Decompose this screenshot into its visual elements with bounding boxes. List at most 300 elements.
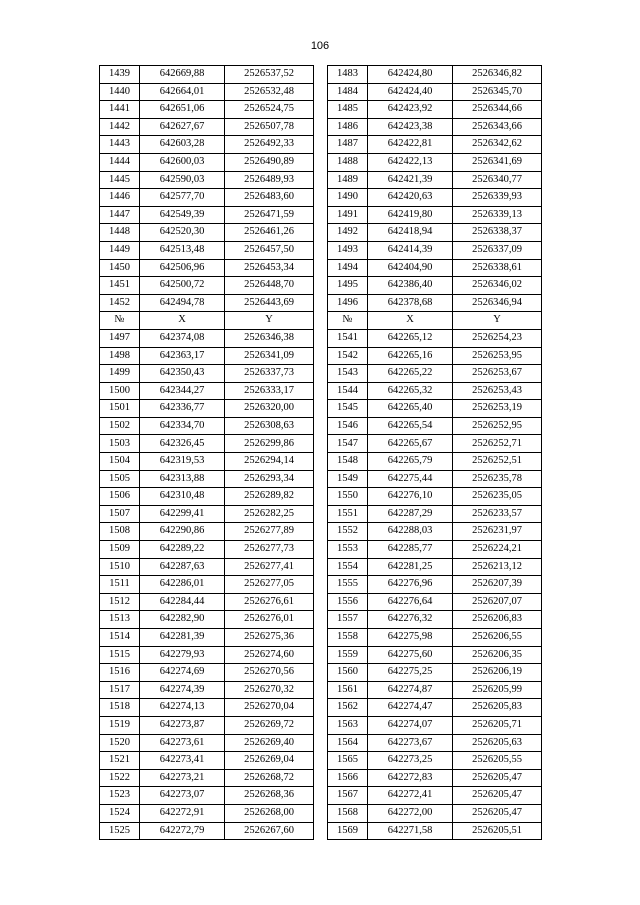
y-coordinate-cell: 2526270,32 bbox=[225, 681, 314, 699]
table-body bbox=[100, 66, 542, 840]
x-coordinate-cell: 642669,88 bbox=[140, 66, 225, 84]
point-number-cell: 1498 bbox=[100, 347, 140, 365]
x-coordinate-cell: 642422,13 bbox=[368, 153, 453, 171]
x-coordinate-cell: 642549,39 bbox=[140, 206, 225, 224]
x-coordinate-cell: 642414,39 bbox=[368, 241, 453, 259]
y-coordinate-cell: 2526268,36 bbox=[225, 787, 314, 805]
y-coordinate-cell: 2526205,47 bbox=[453, 804, 542, 822]
y-coordinate-cell: 2526206,83 bbox=[453, 611, 542, 629]
x-coordinate-cell: 642273,61 bbox=[140, 734, 225, 752]
point-number-cell: 1492 bbox=[328, 224, 368, 242]
column-gap bbox=[314, 664, 328, 682]
point-number-cell: 1447 bbox=[100, 206, 140, 224]
column-gap bbox=[314, 277, 328, 295]
y-coordinate-cell: 2526276,01 bbox=[225, 611, 314, 629]
point-number-cell: 1439 bbox=[100, 66, 140, 84]
x-coordinate-cell: 642299,41 bbox=[140, 505, 225, 523]
table-row bbox=[100, 505, 542, 523]
column-gap bbox=[314, 699, 328, 717]
column-gap bbox=[314, 101, 328, 119]
y-coordinate-cell: 2526457,50 bbox=[225, 241, 314, 259]
point-number-cell: 1548 bbox=[328, 453, 368, 471]
y-coordinate-cell: 2526346,02 bbox=[453, 277, 542, 295]
y-coordinate-cell: 2526274,60 bbox=[225, 646, 314, 664]
point-number-cell: 1440 bbox=[100, 83, 140, 101]
point-number-cell: 1543 bbox=[328, 365, 368, 383]
point-number-cell: 1522 bbox=[100, 769, 140, 787]
x-coordinate-cell: 642590,03 bbox=[140, 171, 225, 189]
x-coordinate-cell: 642265,40 bbox=[368, 400, 453, 418]
point-number-cell: 1502 bbox=[100, 417, 140, 435]
x-coordinate-cell: 642286,01 bbox=[140, 576, 225, 594]
table-row bbox=[100, 347, 542, 365]
x-coordinate-cell: 642265,79 bbox=[368, 453, 453, 471]
x-coordinate-cell: 642274,13 bbox=[140, 699, 225, 717]
y-coordinate-cell: 2526253,43 bbox=[453, 382, 542, 400]
point-number-cell: 1443 bbox=[100, 136, 140, 154]
x-coordinate-cell: 642275,98 bbox=[368, 629, 453, 647]
x-coordinate-cell: 642422,81 bbox=[368, 136, 453, 154]
y-coordinate-cell: 2526299,86 bbox=[225, 435, 314, 453]
y-coordinate-cell: 2526524,75 bbox=[225, 101, 314, 119]
table-row bbox=[100, 558, 542, 576]
point-number-cell: 1554 bbox=[328, 558, 368, 576]
point-number-cell: 1445 bbox=[100, 171, 140, 189]
y-coordinate-cell: 2526205,63 bbox=[453, 734, 542, 752]
x-coordinate-cell: 642506,96 bbox=[140, 259, 225, 277]
y-coordinate-cell: 2526270,04 bbox=[225, 699, 314, 717]
y-coordinate-cell: 2526206,19 bbox=[453, 664, 542, 682]
point-number-cell: 1490 bbox=[328, 189, 368, 207]
x-coordinate-cell: 642274,39 bbox=[140, 681, 225, 699]
y-coordinate-cell: 2526341,09 bbox=[225, 347, 314, 365]
point-number-cell: 1511 bbox=[100, 576, 140, 594]
x-coordinate-cell: 642386,40 bbox=[368, 277, 453, 295]
point-number-cell: 1524 bbox=[100, 804, 140, 822]
table-row bbox=[100, 488, 542, 506]
point-number-cell: 1494 bbox=[328, 259, 368, 277]
y-coordinate-cell: 2526277,73 bbox=[225, 541, 314, 559]
table-row bbox=[100, 382, 542, 400]
table-row bbox=[100, 822, 542, 840]
x-coordinate-cell: 642265,16 bbox=[368, 347, 453, 365]
x-coordinate-cell: 642500,72 bbox=[140, 277, 225, 295]
point-number-cell: 1556 bbox=[328, 593, 368, 611]
y-coordinate-cell: 2526231,97 bbox=[453, 523, 542, 541]
point-number-cell: 1444 bbox=[100, 153, 140, 171]
x-coordinate-cell: 642494,78 bbox=[140, 294, 225, 312]
point-number-cell: 1544 bbox=[328, 382, 368, 400]
y-coordinate-cell: 2526206,35 bbox=[453, 646, 542, 664]
y-coordinate-cell: 2526346,82 bbox=[453, 66, 542, 84]
y-coordinate-cell: 2526346,94 bbox=[453, 294, 542, 312]
point-number-cell: 1449 bbox=[100, 241, 140, 259]
table-row bbox=[100, 136, 542, 154]
x-coordinate-cell: 642319,53 bbox=[140, 453, 225, 471]
x-coordinate-cell: 642627,67 bbox=[140, 118, 225, 136]
point-number-cell: 1448 bbox=[100, 224, 140, 242]
point-number-cell: 1553 bbox=[328, 541, 368, 559]
x-coordinate-cell: 642290,86 bbox=[140, 523, 225, 541]
table-row bbox=[100, 66, 542, 84]
column-gap bbox=[314, 470, 328, 488]
x-coordinate-cell: 642350,43 bbox=[140, 365, 225, 383]
column-gap bbox=[314, 365, 328, 383]
y-coordinate-cell: 2526268,00 bbox=[225, 804, 314, 822]
x-coordinate-cell: 642513,48 bbox=[140, 241, 225, 259]
y-coordinate-cell: 2526453,34 bbox=[225, 259, 314, 277]
point-number-cell: 1503 bbox=[100, 435, 140, 453]
y-coordinate-cell: 2526339,93 bbox=[453, 189, 542, 207]
column-gap bbox=[314, 505, 328, 523]
point-number-cell: 1446 bbox=[100, 189, 140, 207]
column-gap bbox=[314, 576, 328, 594]
point-number-cell: 1484 bbox=[328, 83, 368, 101]
y-coordinate-cell: 2526344,66 bbox=[453, 101, 542, 119]
x-coordinate-cell: 642271,58 bbox=[368, 822, 453, 840]
y-coordinate-cell: 2526537,52 bbox=[225, 66, 314, 84]
column-gap bbox=[314, 646, 328, 664]
point-number-cell: 1483 bbox=[328, 66, 368, 84]
point-number-cell: 1508 bbox=[100, 523, 140, 541]
table-row bbox=[100, 453, 542, 471]
x-coordinate-cell: 642273,21 bbox=[140, 769, 225, 787]
point-number-cell: 1547 bbox=[328, 435, 368, 453]
point-number-cell: 1557 bbox=[328, 611, 368, 629]
x-coordinate-cell: 642275,25 bbox=[368, 664, 453, 682]
point-number-cell: 1521 bbox=[100, 752, 140, 770]
column-gap bbox=[314, 417, 328, 435]
x-coordinate-cell: 642374,08 bbox=[140, 329, 225, 347]
column-gap bbox=[314, 206, 328, 224]
table-row bbox=[100, 400, 542, 418]
point-number-cell: 1441 bbox=[100, 101, 140, 119]
x-coordinate-cell: 642336,77 bbox=[140, 400, 225, 418]
y-coordinate-cell: 2526268,72 bbox=[225, 769, 314, 787]
table-row bbox=[100, 752, 542, 770]
y-coordinate-cell: 2526254,23 bbox=[453, 329, 542, 347]
y-coordinate-cell: 2526492,33 bbox=[225, 136, 314, 154]
table-row bbox=[100, 716, 542, 734]
point-number-cell: 1550 bbox=[328, 488, 368, 506]
x-coordinate-cell: 642603,28 bbox=[140, 136, 225, 154]
x-coordinate-cell: 642423,92 bbox=[368, 101, 453, 119]
column-gap bbox=[314, 382, 328, 400]
column-gap bbox=[314, 118, 328, 136]
x-coordinate-cell: 642274,69 bbox=[140, 664, 225, 682]
point-number-cell: 1563 bbox=[328, 716, 368, 734]
table-row bbox=[100, 224, 542, 242]
y-coordinate-cell: 2526235,78 bbox=[453, 470, 542, 488]
column-gap bbox=[314, 329, 328, 347]
point-number-cell: 1518 bbox=[100, 699, 140, 717]
x-coordinate-cell: 642421,39 bbox=[368, 171, 453, 189]
point-number-cell: 1506 bbox=[100, 488, 140, 506]
x-coordinate-cell: 642424,80 bbox=[368, 66, 453, 84]
header-number: № bbox=[100, 312, 140, 330]
table-row bbox=[100, 101, 542, 119]
column-gap bbox=[314, 734, 328, 752]
x-coordinate-cell: 642272,00 bbox=[368, 804, 453, 822]
column-gap bbox=[314, 136, 328, 154]
point-number-cell: 1452 bbox=[100, 294, 140, 312]
x-coordinate-cell: 642285,77 bbox=[368, 541, 453, 559]
point-number-cell: 1507 bbox=[100, 505, 140, 523]
point-number-cell: 1546 bbox=[328, 417, 368, 435]
y-coordinate-cell: 2526270,56 bbox=[225, 664, 314, 682]
column-gap bbox=[314, 259, 328, 277]
x-coordinate-cell: 642651,06 bbox=[140, 101, 225, 119]
x-coordinate-cell: 642334,70 bbox=[140, 417, 225, 435]
y-coordinate-cell: 2526337,73 bbox=[225, 365, 314, 383]
table-row bbox=[100, 470, 542, 488]
x-coordinate-cell: 642274,87 bbox=[368, 681, 453, 699]
column-gap bbox=[314, 716, 328, 734]
point-number-cell: 1505 bbox=[100, 470, 140, 488]
x-coordinate-cell: 642418,94 bbox=[368, 224, 453, 242]
y-coordinate-cell: 2526342,62 bbox=[453, 136, 542, 154]
point-number-cell: 1568 bbox=[328, 804, 368, 822]
y-coordinate-cell: 2526277,89 bbox=[225, 523, 314, 541]
column-gap bbox=[314, 822, 328, 840]
table-row bbox=[100, 417, 542, 435]
point-number-cell: 1515 bbox=[100, 646, 140, 664]
point-number-cell: 1545 bbox=[328, 400, 368, 418]
point-number-cell: 1523 bbox=[100, 787, 140, 805]
point-number-cell: 1517 bbox=[100, 681, 140, 699]
x-coordinate-cell: 642265,12 bbox=[368, 329, 453, 347]
x-coordinate-cell: 642273,41 bbox=[140, 752, 225, 770]
y-coordinate-cell: 2526277,05 bbox=[225, 576, 314, 594]
x-coordinate-cell: 642424,40 bbox=[368, 83, 453, 101]
x-coordinate-cell: 642404,90 bbox=[368, 259, 453, 277]
x-coordinate-cell: 642378,68 bbox=[368, 294, 453, 312]
column-gap bbox=[314, 66, 328, 84]
y-coordinate-cell: 2526289,82 bbox=[225, 488, 314, 506]
y-coordinate-cell: 2526483,60 bbox=[225, 189, 314, 207]
x-coordinate-cell: 642279,93 bbox=[140, 646, 225, 664]
x-coordinate-cell: 642265,22 bbox=[368, 365, 453, 383]
y-coordinate-cell: 2526269,72 bbox=[225, 716, 314, 734]
x-coordinate-cell: 642520,30 bbox=[140, 224, 225, 242]
y-coordinate-cell: 2526338,61 bbox=[453, 259, 542, 277]
y-coordinate-cell: 2526206,55 bbox=[453, 629, 542, 647]
y-coordinate-cell: 2526253,67 bbox=[453, 365, 542, 383]
x-coordinate-cell: 642274,47 bbox=[368, 699, 453, 717]
y-coordinate-cell: 2526233,57 bbox=[453, 505, 542, 523]
x-coordinate-cell: 642281,39 bbox=[140, 629, 225, 647]
y-coordinate-cell: 2526490,89 bbox=[225, 153, 314, 171]
x-coordinate-cell: 642275,60 bbox=[368, 646, 453, 664]
column-gap bbox=[314, 83, 328, 101]
x-coordinate-cell: 642265,32 bbox=[368, 382, 453, 400]
table-row bbox=[100, 611, 542, 629]
x-coordinate-cell: 642577,70 bbox=[140, 189, 225, 207]
point-number-cell: 1486 bbox=[328, 118, 368, 136]
y-coordinate-cell: 2526205,99 bbox=[453, 681, 542, 699]
column-gap bbox=[314, 224, 328, 242]
y-coordinate-cell: 2526320,00 bbox=[225, 400, 314, 418]
point-number-cell: 1519 bbox=[100, 716, 140, 734]
table-row bbox=[100, 541, 542, 559]
column-gap bbox=[314, 347, 328, 365]
y-coordinate-cell: 2526205,47 bbox=[453, 769, 542, 787]
column-gap bbox=[314, 153, 328, 171]
x-coordinate-cell: 642273,87 bbox=[140, 716, 225, 734]
x-coordinate-cell: 642284,44 bbox=[140, 593, 225, 611]
y-coordinate-cell: 2526253,19 bbox=[453, 400, 542, 418]
header-x: X bbox=[140, 312, 225, 330]
table-row bbox=[100, 734, 542, 752]
y-coordinate-cell: 2526207,39 bbox=[453, 576, 542, 594]
column-gap bbox=[314, 629, 328, 647]
y-coordinate-cell: 2526293,34 bbox=[225, 470, 314, 488]
point-number-cell: 1487 bbox=[328, 136, 368, 154]
x-coordinate-cell: 642344,27 bbox=[140, 382, 225, 400]
table-row bbox=[100, 153, 542, 171]
y-coordinate-cell: 2526205,47 bbox=[453, 787, 542, 805]
x-coordinate-cell: 642600,03 bbox=[140, 153, 225, 171]
point-number-cell: 1485 bbox=[328, 101, 368, 119]
point-number-cell: 1559 bbox=[328, 646, 368, 664]
x-coordinate-cell: 642289,22 bbox=[140, 541, 225, 559]
table-row bbox=[100, 241, 542, 259]
x-coordinate-cell: 642664,01 bbox=[140, 83, 225, 101]
column-gap bbox=[314, 558, 328, 576]
y-coordinate-cell: 2526294,14 bbox=[225, 453, 314, 471]
y-coordinate-cell: 2526224,21 bbox=[453, 541, 542, 559]
x-coordinate-cell: 642273,25 bbox=[368, 752, 453, 770]
point-number-cell: 1450 bbox=[100, 259, 140, 277]
y-coordinate-cell: 2526343,66 bbox=[453, 118, 542, 136]
coordinates-table bbox=[99, 65, 542, 840]
y-coordinate-cell: 2526277,41 bbox=[225, 558, 314, 576]
y-coordinate-cell: 2526252,95 bbox=[453, 417, 542, 435]
table-row bbox=[100, 576, 542, 594]
point-number-cell: 1500 bbox=[100, 382, 140, 400]
column-gap bbox=[314, 787, 328, 805]
y-coordinate-cell: 2526532,48 bbox=[225, 83, 314, 101]
point-number-cell: 1565 bbox=[328, 752, 368, 770]
table-row bbox=[100, 769, 542, 787]
column-gap bbox=[314, 523, 328, 541]
x-coordinate-cell: 642287,29 bbox=[368, 505, 453, 523]
y-coordinate-cell: 2526507,78 bbox=[225, 118, 314, 136]
y-coordinate-cell: 2526252,71 bbox=[453, 435, 542, 453]
header-row bbox=[100, 312, 542, 330]
x-coordinate-cell: 642363,17 bbox=[140, 347, 225, 365]
y-coordinate-cell: 2526253,95 bbox=[453, 347, 542, 365]
column-gap bbox=[314, 769, 328, 787]
point-number-cell: 1510 bbox=[100, 558, 140, 576]
y-coordinate-cell: 2526275,36 bbox=[225, 629, 314, 647]
column-gap bbox=[314, 312, 328, 330]
column-gap bbox=[314, 541, 328, 559]
header-y: Y bbox=[453, 312, 542, 330]
table-row bbox=[100, 259, 542, 277]
column-gap bbox=[314, 453, 328, 471]
column-gap bbox=[314, 611, 328, 629]
y-coordinate-cell: 2526207,07 bbox=[453, 593, 542, 611]
point-number-cell: 1560 bbox=[328, 664, 368, 682]
column-gap bbox=[314, 752, 328, 770]
y-coordinate-cell: 2526213,12 bbox=[453, 558, 542, 576]
x-coordinate-cell: 642265,54 bbox=[368, 417, 453, 435]
column-gap bbox=[314, 171, 328, 189]
y-coordinate-cell: 2526282,25 bbox=[225, 505, 314, 523]
y-coordinate-cell: 2526267,60 bbox=[225, 822, 314, 840]
point-number-cell: 1451 bbox=[100, 277, 140, 295]
point-number-cell: 1513 bbox=[100, 611, 140, 629]
y-coordinate-cell: 2526205,71 bbox=[453, 716, 542, 734]
column-gap bbox=[314, 400, 328, 418]
table-row bbox=[100, 206, 542, 224]
table-row bbox=[100, 83, 542, 101]
point-number-cell: 1541 bbox=[328, 329, 368, 347]
point-number-cell: 1504 bbox=[100, 453, 140, 471]
point-number-cell: 1558 bbox=[328, 629, 368, 647]
y-coordinate-cell: 2526340,77 bbox=[453, 171, 542, 189]
header-x: X bbox=[368, 312, 453, 330]
point-number-cell: 1525 bbox=[100, 822, 140, 840]
x-coordinate-cell: 642419,80 bbox=[368, 206, 453, 224]
x-coordinate-cell: 642281,25 bbox=[368, 558, 453, 576]
y-coordinate-cell: 2526461,26 bbox=[225, 224, 314, 242]
x-coordinate-cell: 642276,32 bbox=[368, 611, 453, 629]
y-coordinate-cell: 2526235,05 bbox=[453, 488, 542, 506]
y-coordinate-cell: 2526269,40 bbox=[225, 734, 314, 752]
column-gap bbox=[314, 435, 328, 453]
table-row bbox=[100, 787, 542, 805]
point-number-cell: 1566 bbox=[328, 769, 368, 787]
point-number-cell: 1491 bbox=[328, 206, 368, 224]
point-number-cell: 1499 bbox=[100, 365, 140, 383]
y-coordinate-cell: 2526269,04 bbox=[225, 752, 314, 770]
table-row bbox=[100, 435, 542, 453]
x-coordinate-cell: 642287,63 bbox=[140, 558, 225, 576]
table-row bbox=[100, 681, 542, 699]
table-row bbox=[100, 646, 542, 664]
table-row bbox=[100, 171, 542, 189]
point-number-cell: 1488 bbox=[328, 153, 368, 171]
y-coordinate-cell: 2526341,69 bbox=[453, 153, 542, 171]
point-number-cell: 1520 bbox=[100, 734, 140, 752]
point-number-cell: 1516 bbox=[100, 664, 140, 682]
x-coordinate-cell: 642275,44 bbox=[368, 470, 453, 488]
x-coordinate-cell: 642313,88 bbox=[140, 470, 225, 488]
point-number-cell: 1561 bbox=[328, 681, 368, 699]
column-gap bbox=[314, 189, 328, 207]
x-coordinate-cell: 642273,07 bbox=[140, 787, 225, 805]
table-row bbox=[100, 329, 542, 347]
y-coordinate-cell: 2526308,63 bbox=[225, 417, 314, 435]
point-number-cell: 1509 bbox=[100, 541, 140, 559]
table-row bbox=[100, 365, 542, 383]
point-number-cell: 1542 bbox=[328, 347, 368, 365]
column-gap bbox=[314, 593, 328, 611]
point-number-cell: 1493 bbox=[328, 241, 368, 259]
x-coordinate-cell: 642273,67 bbox=[368, 734, 453, 752]
column-gap bbox=[314, 681, 328, 699]
x-coordinate-cell: 642274,07 bbox=[368, 716, 453, 734]
y-coordinate-cell: 2526346,38 bbox=[225, 329, 314, 347]
x-coordinate-cell: 642326,45 bbox=[140, 435, 225, 453]
table-row bbox=[100, 593, 542, 611]
point-number-cell: 1489 bbox=[328, 171, 368, 189]
table-row bbox=[100, 118, 542, 136]
point-number-cell: 1569 bbox=[328, 822, 368, 840]
table-row bbox=[100, 189, 542, 207]
